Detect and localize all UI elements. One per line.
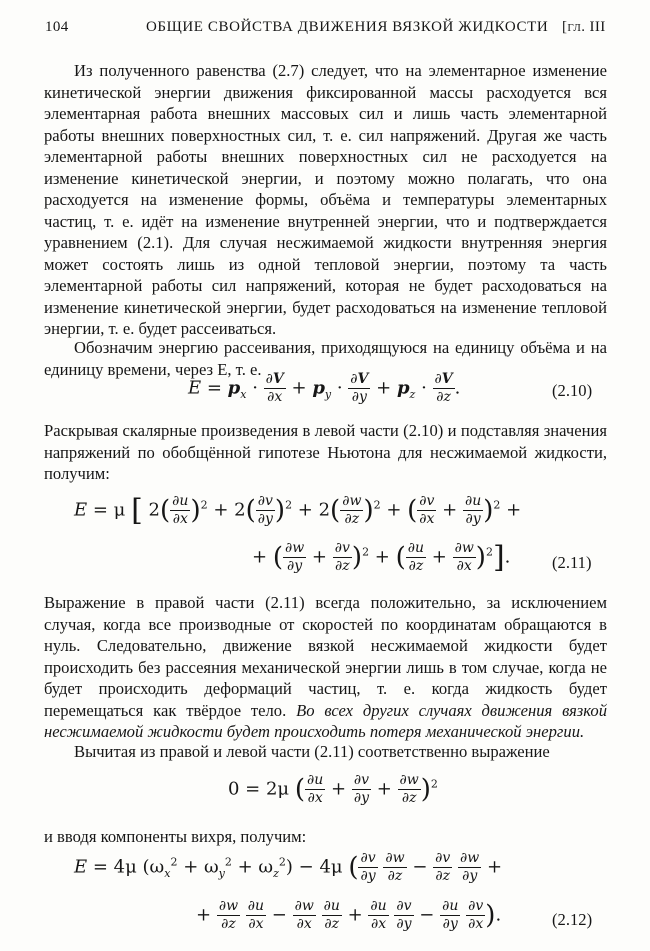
equation-number-2-11: (2.11) [552,553,592,572]
paragraph-6 [44,826,607,848]
paragraph-2-text: Обозначим энергию рассеивания, приходящуюся на единицу объёма и на единицу времени, через E, т. е. [44,338,607,379]
page-number: 104 [45,19,69,35]
paragraph-5 [44,741,607,763]
paragraph-4 [44,592,607,743]
equation-2-12-line-2: + $\frac{\partial w}{\partial z}$ $\frac{\partial u}{\partial x}$ − $\frac{\partial w}{\partial x}$ $\frac{\partial u}{\partial z}$ + $\frac{\partial u}{\partial x}$ $\frac{\partial v}{\partial y}$ − $\frac{\partial u}{\partial y}$ $\frac{\partial v}{\partial x}$ ). [196,898,502,932]
paragraph-4-italic: Во всех других случаях движения вязкой несжимаемой жидкости будет происходить потеря механической энергии. [44,700,607,741]
equation-number-2-12: (2.12) [552,910,593,929]
paragraph-3-text: Раскрывая скалярные произведения в левой части (2.10) и подставляя значения напряжений по обобщённой гипотезе Ньютона для несжимаемой жидкости, получим: [44,421,607,483]
paragraph-4-plain: Выражение в правой части (2.11) всегда положительно, за исключением случая, когда все производные от скоростей по координатам обращаются в нуль. Следовательно, движение вязкой несжимаемой жидкости будет происходить без рассеяния механической энергии лишь в том случае, когда не будет происходить деформаций частиц, т. е. когда жидкость будет перемещаться как твёрдое тело. [44,593,607,720]
running-title: ОБЩИЕ СВОЙСТВА ДВИЖЕНИЯ ВЯЗКОЙ ЖИДКОСТИ [146,19,549,35]
equation-2-10: $E = p_x$ · $\frac{\partial V}{\partial x}$ + $p_y$ · $\frac{\partial V}{\partial y}$ + $p_z$ · $\frac{\partial V}{\partial z}$ . [188,371,461,405]
equation-vorticity-term: 0 = 2μ ( $\frac{\partial u}{\partial x}$ + $\frac{\partial v}{\partial y}$ + $\frac{\partial w}{\partial z}$ )$^2$ [228,772,438,806]
paragraph-1 [44,60,607,340]
chapter-marker: [гл. III [562,19,606,35]
equation-2-12-line-1: E = 4μ $(\omega_x^2 + \omega_y^2 + \omega_z^2) - 4\mu$ ( $\frac{\partial v}{\partial y}$ $\frac{\partial w}{\partial z}$ − $\frac{\partial v}{\partial z}$ $\frac{\partial w}{\partial y}$ + [74,850,503,884]
paragraph-1-text: Из полученного равенства (2.7) следует, что на элементарное изменение кинетической энергии движения фиксированной массы расходуется вся элементарная работа внешних массовых сил и лишь часть элементарной работы внешних поверхностных сил, т. е. сил напряжений. Другая же часть элементарной работы внешних поверхностных сил не расходуется на изменение кинетической энергии, и поэтому можно полагать, что она расходуется на изменение формы, объёма и температуры элементарных частиц, т. е. идёт на изменение внутренней энергии, что и подтверждается уравнением (2.1). Для случая несжимаемой жидкости внутренняя энергия может состоять лишь из одной тепловой энергии, поэтому та часть элементарной работы сил напряжений, которая не будет расходоваться на изменение кинетической энергии, будет расходоваться на изменение тепловой энергии, т. е. будет рассеиваться. [44,61,607,338]
paragraph-4-text [44,592,607,743]
equation-2-11-line-2: + ( $\frac{\partial w}{\partial y}$ + $\frac{\partial v}{\partial z}$ )$^2$ + ( $\frac{\partial u}{\partial z}$ + $\frac{\partial w}{\partial x}$ )$^2$]. [252,540,511,575]
paragraph-3 [44,420,607,485]
equation-number-2-10: (2.10) [552,381,593,400]
paragraph-6-text: и вводя компоненты вихря, получим: [44,827,307,846]
equation-2-11-line-1: E = μ [ 2( $\frac{\partial u}{\partial x}$ )$^2$ + 2( $\frac{\partial v}{\partial y}$ )$^2$ + 2( $\frac{\partial w}{\partial z}$ )$^2$ + ( $\frac{\partial v}{\partial x}$ + $\frac{\partial u}{\partial y}$ )$^2$ + [74,493,522,528]
paragraph-5-text: Вычитая из правой и левой части (2.11) соответственно выражение [74,742,550,761]
